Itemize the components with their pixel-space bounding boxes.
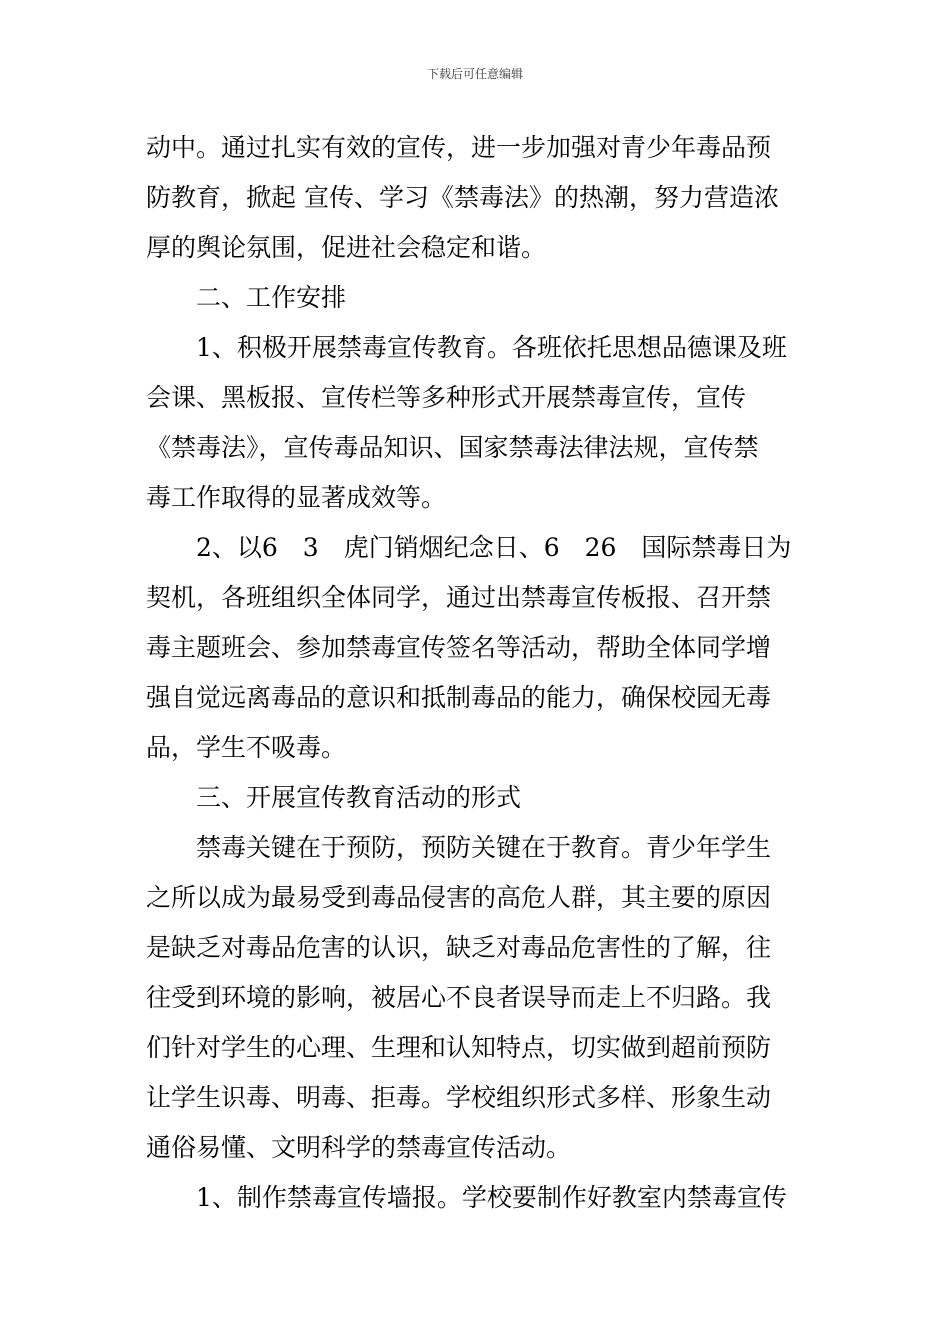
body-line: 1、制作禁毒宣传墙报。学校要制作好教室内禁毒宣传 [146, 1183, 787, 1212]
body-line: 厚的舆论氛围，促进社会稳定和谐。 [146, 233, 547, 262]
body-line: 让学生识毒、明毒、拒毒。学校组织形式多样、形象生动 [146, 1083, 772, 1112]
body-line: 动中。通过扎实有效的宣传，进一步加强对青少年毒品预 [146, 133, 772, 162]
section-heading: 二、工作安排 [146, 283, 347, 312]
body-line: 往受到环境的影响，被居心不良者误导而走上不归路。我 [146, 983, 772, 1012]
body-line: 之所以成为最易受到毒品侵害的高危人群，其主要的原因 [146, 883, 772, 912]
body-line: 禁毒关键在于预防，预防关键在于教育。青少年学生 [146, 833, 772, 862]
body-line: 防教育，掀起 宣传、学习《禁毒法》的热潮，努力营造浓 [146, 183, 779, 212]
body-line: 是缺乏对毒品危害的认识，缺乏对毒品危害性的了解，往 [146, 933, 772, 962]
body-line: 强自觉远离毒品的意识和抵制毒品的能力，确保校园无毒 [146, 683, 772, 712]
body-line: 毒工作取得的显著成效等。 [146, 483, 447, 512]
body-line: 1、积极开展禁毒宣传教育。各班依托思想品德课及班 [146, 333, 787, 362]
body-line: 毒主题班会、参加禁毒宣传签名等活动，帮助全体同学增 [146, 633, 772, 662]
body-line: 们针对学生的心理、生理和认知特点，切实做到超前预防 [146, 1033, 772, 1062]
body-line: 2、以6 3 虎门销烟纪念日、6 26 国际禁毒日为 [146, 533, 792, 562]
body-line: 契机，各班组织全体同学，通过出禁毒宣传板报、召开禁 [146, 583, 772, 612]
body-line: 会课、黑板报、宣传栏等多种形式开展禁毒宣传，宣传 [146, 383, 747, 412]
body-line: 《禁毒法》，宣传毒品知识、国家禁毒法律法规，宣传禁 [146, 433, 759, 462]
body-line: 通俗易懂、文明科学的禁毒宣传活动。 [146, 1133, 572, 1162]
section-heading: 三、开展宣传教育活动的形式 [146, 783, 522, 812]
body-line: 品，学生不吸毒。 [146, 733, 347, 762]
page-header: 下载后可任意编辑 [426, 67, 523, 81]
